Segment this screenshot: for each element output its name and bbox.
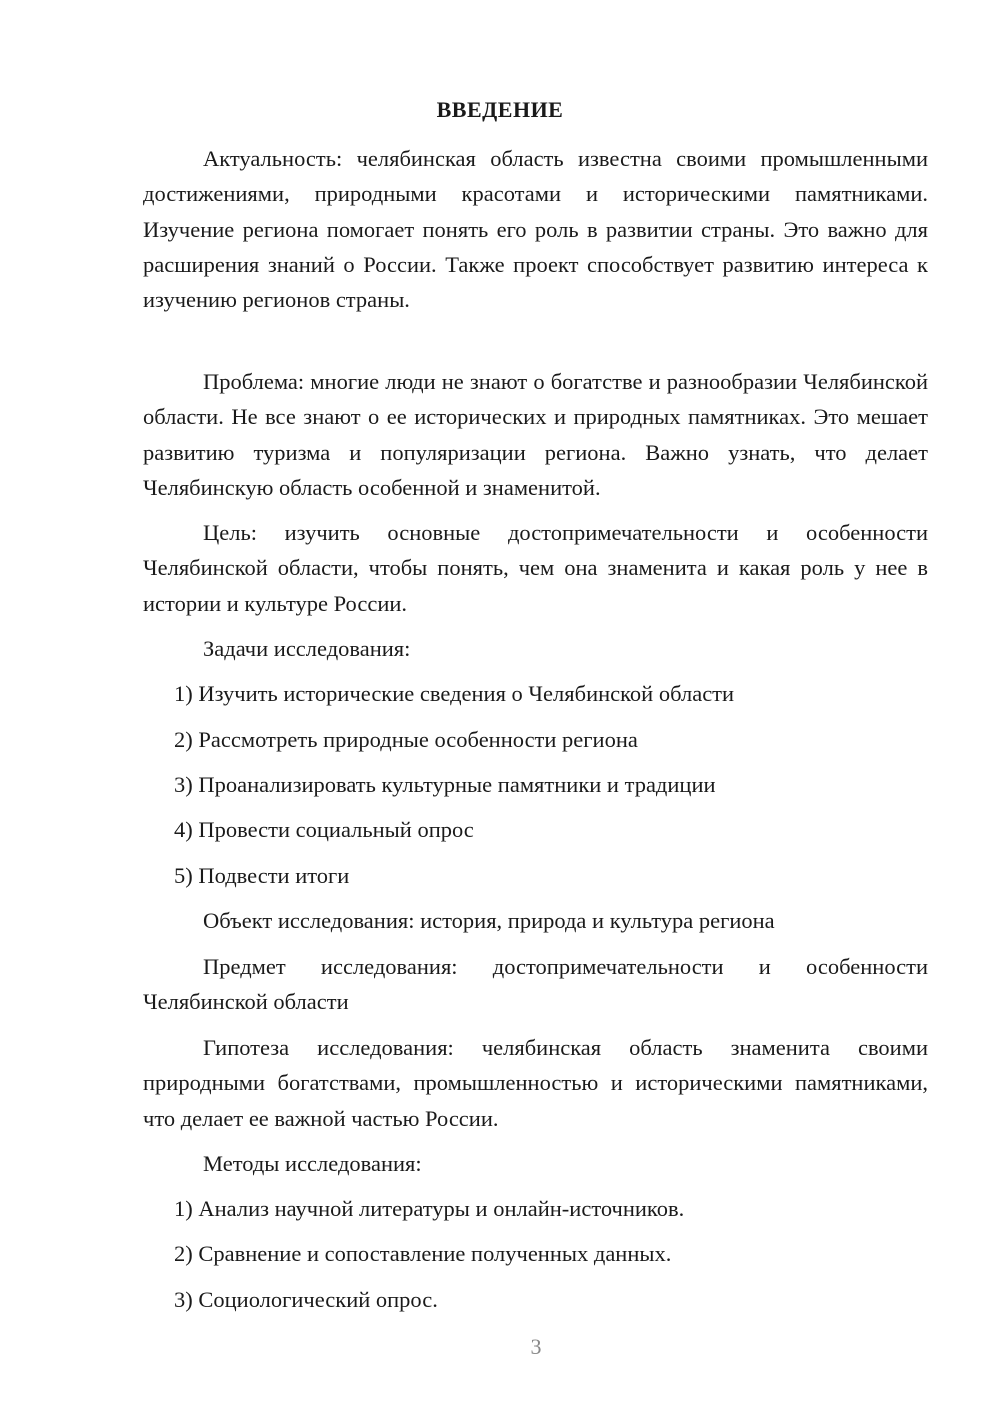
- task-item-2: 2) Рассмотреть природные особенности региона: [174, 727, 638, 752]
- method-item-1: 1) Анализ научной литературы и онлайн-источников.: [174, 1196, 685, 1221]
- object-line: Объект исследования: история, природа и культура региона: [203, 908, 775, 933]
- tasks-heading: Задачи исследования:: [203, 636, 411, 661]
- subject-paragraph: Предмет исследования: достопримечательности и особенности Челябинской области: [143, 954, 928, 1015]
- task-item-1: 1) Изучить исторические сведения о Челябинской области: [174, 681, 735, 706]
- task-item-5: 5) Подвести итоги: [174, 863, 350, 888]
- problem-paragraph: Проблема: многие люди не знают о богатстве и разнообразии Челябинской области. Не все знают о ее исторических и природных памятниках. Это мешает развитию туризма и популяризации региона. Важно узнать, что делает Челябинскую область особенной и знаменитой.: [143, 369, 928, 500]
- actuality-paragraph: Актуальность: челябинская область известна своими промышленными достижениями, природными красотами и историческими памятниками. Изучение региона помогает понять его роль в развитии страны. Это важно для расширения знаний о России. Также проект способствует развитию интереса к изучению регионов страны.: [143, 146, 928, 313]
- goal-paragraph: Цель: изучить основные достопримечательности и особенности Челябинской области, чтобы понять, чем она знаменита и какая роль у нее в истории и культуре России.: [143, 520, 928, 616]
- task-item-3: 3) Проанализировать культурные памятники и традиции: [174, 772, 716, 797]
- page-title: ВВЕДЕНИЕ: [436, 97, 564, 122]
- task-item-4: 4) Провести социальный опрос: [174, 817, 474, 842]
- hypothesis-paragraph: Гипотеза исследования: челябинская область знаменита своими природными богатствами, промышленностью и историческими памятниками, что делает ее важной частью России.: [143, 1035, 928, 1131]
- method-item-3: 3) Социологический опрос.: [174, 1287, 438, 1312]
- page-number: 3: [530, 1334, 542, 1359]
- methods-heading: Методы исследования:: [203, 1151, 422, 1176]
- method-item-2: 2) Сравнение и сопоставление полученных данных.: [174, 1241, 672, 1266]
